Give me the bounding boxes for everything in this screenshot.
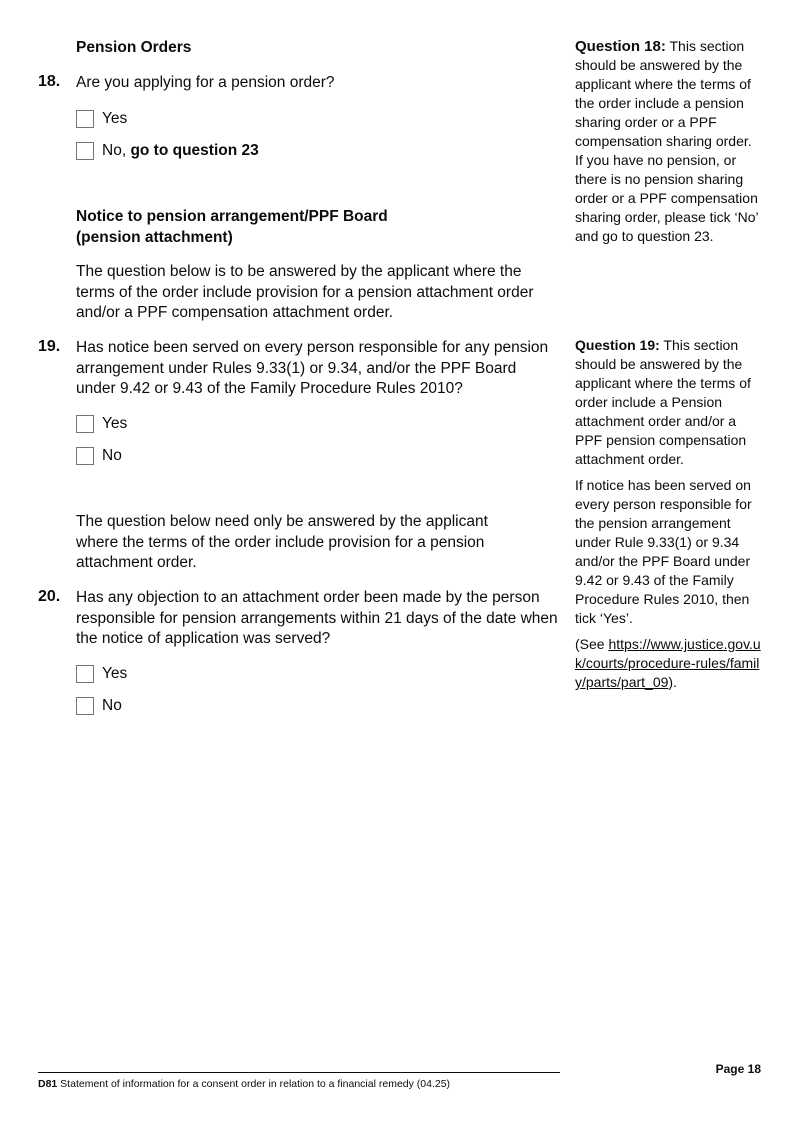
q19-question: Has notice been served on every person responsible for any pension arrangement under Rules 9.33(1) or 9.34, and/or the PPF Board under 9.42 or 9.43 of the Family Procedure Rules 2010? <box>76 339 549 397</box>
q18-question: Are you applying for a pension order? <box>76 74 335 91</box>
q18-yes-option[interactable] <box>76 110 127 128</box>
q19-yes-label: Yes <box>102 415 128 432</box>
page-number: Page 18 <box>715 1062 761 1076</box>
q20-no-label: No <box>102 697 122 714</box>
guidance-q18-label: Question 18: <box>575 38 666 55</box>
guidance-q19 <box>575 336 761 692</box>
guidance-q19-see: (See https://www.justice.gov.uk/courts/procedure-rules/family/parts/part_09). <box>575 636 761 690</box>
footer-divider <box>38 1072 560 1073</box>
q20-number: 20. <box>38 588 61 605</box>
q20-yes-label: Yes <box>102 665 128 682</box>
form-code: D81 <box>38 1078 58 1090</box>
footer-form-info <box>38 1078 450 1091</box>
q19-yes-option[interactable] <box>76 415 127 433</box>
q18-no-label: No, go to question 23 <box>102 142 259 159</box>
q18-yes-checkbox[interactable] <box>76 110 94 128</box>
q18-number: 18. <box>38 73 61 90</box>
notice-heading-line1: Notice to pension arrangement/PPF Board <box>76 208 388 225</box>
section-title: Pension Orders <box>76 39 192 56</box>
q19-no-label: No <box>102 447 122 464</box>
q20-intro: The question below need only be answered by the applicant where the terms of the order include provision for a pension attachment order. <box>76 513 488 571</box>
notice-heading-line2: (pension attachment) <box>76 229 233 246</box>
guidance-q19-para2: If notice has been served on every person responsible for the pension arrangement under Rule 9.33(1) or 9.34 and/or the PPF Board under 9.42 or 9.43 of the Family Procedure Rules 2010, then tick ‘Yes’. <box>575 477 752 626</box>
q20-yes-option[interactable] <box>76 665 127 683</box>
q18-yes-label: Yes <box>102 110 128 127</box>
q20-no-checkbox[interactable] <box>76 697 94 715</box>
q20-question: Has any objection to an attachment order been made by the person responsible for pension arrangements within 21 days of the date when the notice of application was served? <box>76 589 558 647</box>
q18-no-option[interactable] <box>76 142 259 160</box>
guidance-q18-text: This section should be answered by the applicant where the terms of the order include a pension sharing order or a PPF compensation sharing order. If you have no pension, or there is no pension sharing order or a PPF compensation sharing order, please tick ‘No’ and go to question 23. <box>575 38 759 244</box>
guidance-q19-text: This section should be answered by the applicant where the terms of order include a Pension attachment order and/or a PPF pension compensation attachment order. <box>575 337 751 467</box>
q19-yes-checkbox[interactable] <box>76 415 94 433</box>
q19-no-option[interactable] <box>76 447 122 465</box>
q19-number: 19. <box>38 338 61 355</box>
procedure-rules-link[interactable]: https://www.justice.gov.uk/courts/procedure-rules/family/parts/part_09 <box>575 636 761 690</box>
notice-intro: The question below is to be answered by the applicant where the terms of the order include provision for a pension attachment order and/or a PPF compensation attachment order. <box>76 263 534 321</box>
guidance-q18 <box>575 37 761 246</box>
q18-no-checkbox[interactable] <box>76 142 94 160</box>
guidance-q19-label: Question 19: <box>575 337 660 353</box>
q20-yes-checkbox[interactable] <box>76 665 94 683</box>
form-title: Statement of information for a consent order in relation to a financial remedy (04.25) <box>57 1078 451 1090</box>
q19-no-checkbox[interactable] <box>76 447 94 465</box>
q20-no-option[interactable] <box>76 697 122 715</box>
